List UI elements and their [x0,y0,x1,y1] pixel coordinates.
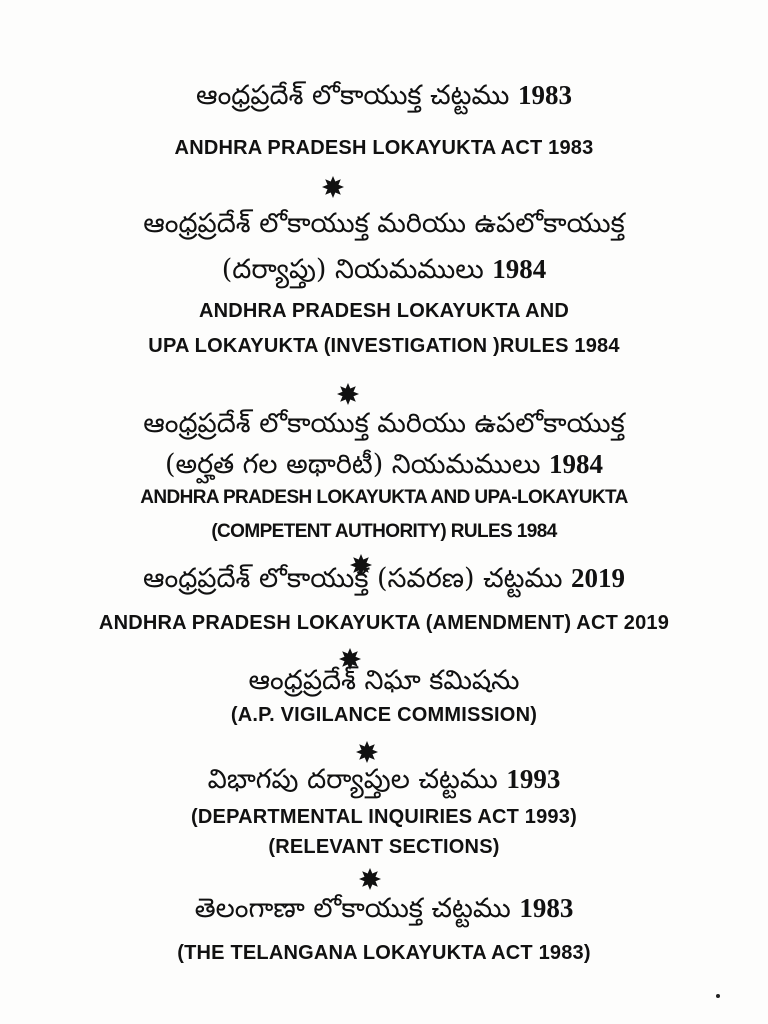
eight-point-star-icon [337,383,359,405]
telugu-title-7-text: తెలంగాణా లోకాయుక్త చట్టము [194,893,511,924]
telugu-title-6 [0,764,768,802]
english-title-6-line2: (RELEVANT SECTIONS) [268,836,500,858]
english-title-6-line1: (DEPARTMENTAL INQUIRIES ACT 1993) [191,806,577,828]
telugu-title-2-line1: ఆంధ్రప్రదేశ్ లోకాయుక్త మరియు ఉపలోకాయుక్త [143,208,625,239]
english-title-7: (THE TELANGANA LOKAYUKTA ACT 1983) [177,942,591,964]
telugu-title-2-year: 1984 [492,254,547,284]
english-title-4: ANDHRA PRADESH LOKAYUKTA (AMENDMENT) ACT 2019 [98,612,670,634]
telugu-title-2-line2-text: (దర్యాప్తు) నియమములు [221,254,484,285]
telugu-title-3-line2-text: (అర్హత గల అథారిటీ) నియమములు [164,449,541,480]
telugu-title-7 [0,893,768,931]
telugu-title-5: ఆంధ్రప్రదేశ్ నిఘా కమిషను [248,665,520,696]
telugu-title-1 [0,80,768,118]
telugu-title-4-text: ఆంధ్రప్రదేశ్ లోకాయుక్త (సవరణ) చట్టము [142,563,563,594]
telugu-title-4-year: 2019 [571,563,626,593]
telugu-title-1-year: 1983 [517,80,572,110]
telugu-title-3-line1: ఆంధ్రప్రదేశ్ లోకాయుక్త మరియు ఉపలోకాయుక్త [143,408,625,439]
eight-point-star-icon [359,868,381,890]
telugu-title-2-line2 [0,254,768,292]
eight-point-star-icon [356,741,378,763]
telugu-title-7-year: 1983 [519,893,574,923]
english-title-3-line2: (COMPETENT AUTHORITY) RULES 1984 [211,521,557,542]
english-title-1: ANDHRA PRADESH LOKAYUKTA ACT 1983 [174,137,594,159]
eight-point-star-icon [322,176,344,198]
paper-speck [716,994,720,998]
english-title-2-line2: UPA LOKAYUKTA (INVESTIGATION )RULES 1984 [148,335,620,357]
telugu-title-6-year: 1993 [506,764,561,794]
english-title-3-line1: ANDHRA PRADESH LOKAYUKTA AND UPA-LOKAYUKTA [140,487,628,508]
telugu-title-1-text: ఆంధ్రప్రదేశ్ లోకాయుక్త చట్టము [196,80,510,111]
telugu-title-6-text: విభాగపు దర్యాప్తుల చట్టము [207,764,498,795]
telugu-title-4 [0,563,768,601]
telugu-title-3-year: 1984 [549,449,604,479]
english-title-2-line1: ANDHRA PRADESH LOKAYUKTA AND [198,300,570,322]
english-title-5: (A.P. VIGILANCE COMMISSION) [230,704,538,726]
telugu-title-3-line2 [0,449,768,487]
